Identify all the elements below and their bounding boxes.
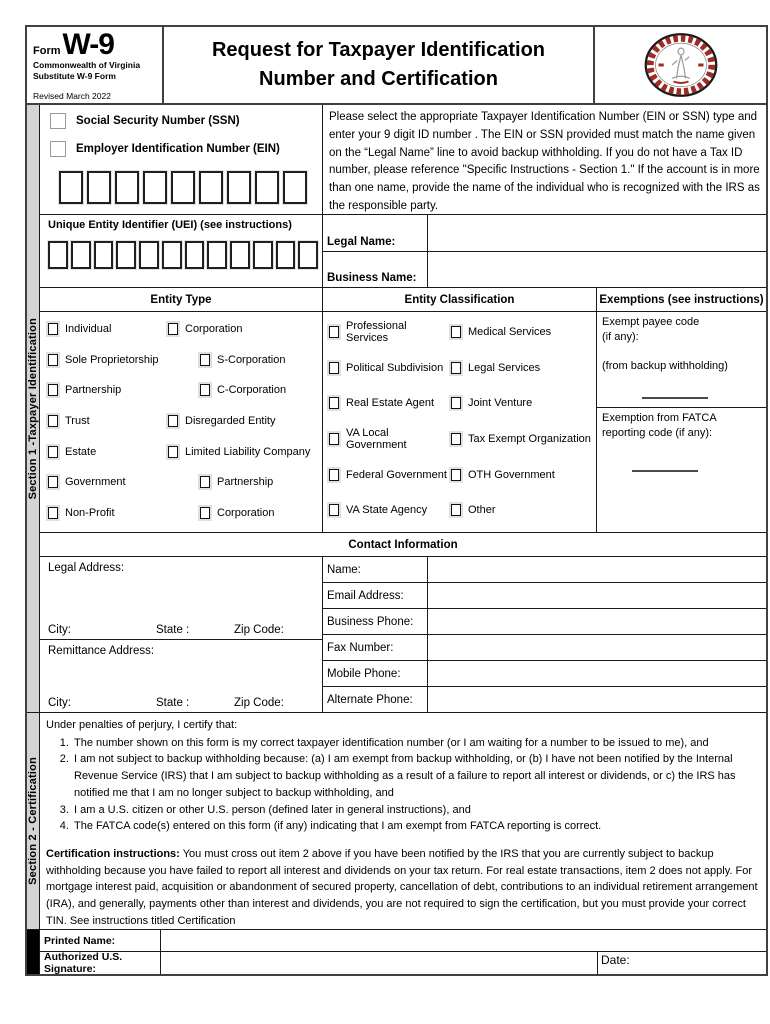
- entity-type-checkbox[interactable]: [48, 354, 58, 366]
- section1-sidebar-label: Section 1 -Taxpayer Identification: [27, 317, 39, 500]
- alternate-phone-input[interactable]: [428, 687, 766, 712]
- entity-classification-checkbox[interactable]: [451, 362, 461, 374]
- signature-label: Authorized U.S. Signature:: [40, 952, 161, 974]
- signature-input[interactable]: [161, 952, 597, 974]
- entity-classification-option-label: Federal Government: [346, 468, 447, 481]
- entity-type-option-label: Corporation: [185, 323, 243, 336]
- contact-field-row: [323, 635, 766, 661]
- form-title: [164, 27, 595, 103]
- section2-sidebar-label: Section 2 - Certification: [27, 757, 39, 885]
- entity-type-checkbox[interactable]: [200, 507, 210, 519]
- name-input[interactable]: [428, 557, 766, 582]
- tin-section: [40, 105, 766, 215]
- form-id-box: [27, 27, 164, 103]
- entity-type-column: [40, 288, 323, 532]
- entity-type-row: [40, 497, 322, 528]
- entity-classification-option-label: Other: [468, 504, 496, 517]
- contact-section: [40, 533, 766, 713]
- entity-type-row: [40, 406, 322, 437]
- certification-section: [40, 713, 766, 930]
- contact-field-row: [323, 557, 766, 583]
- legal-address-label: Legal Address:: [48, 562, 125, 574]
- tin-instructions: Please select the appropriate Taxpayer Identification Number (EIN or SSN) type and enter your 9 digit ID number . The EIN or SSN provided must match the name given on the “Legal Name” line to avoid backup withholding. If you do not have a Tax ID number, please reference "Specific Instructions - Section 1." If the account is in more than one name, provide the name of the individual who is recognized with the IRS as the responsible party.: [329, 111, 760, 213]
- contact-field-label: Business Phone:: [323, 609, 428, 634]
- entity-classification-option-label: Real Estate Agent: [346, 397, 435, 410]
- entity-type-checkbox[interactable]: [48, 323, 58, 335]
- printed-name-row: [40, 930, 766, 952]
- entity-classification-checkbox[interactable]: [329, 397, 339, 409]
- printed-name-label: Printed Name:: [40, 930, 161, 951]
- entity-classification-option-label: Joint Venture: [468, 397, 533, 410]
- section-sidebar: [27, 105, 40, 974]
- date-label: Date:: [601, 953, 630, 967]
- entity-classification-option-label: OTH Government: [468, 468, 555, 481]
- entity-type-row: [40, 345, 322, 376]
- business-name-row: [323, 252, 766, 288]
- entity-type-option-label: Partnership: [65, 384, 122, 397]
- entity-type-option-label: Trust: [65, 415, 90, 428]
- legal-name-input[interactable]: [428, 215, 766, 251]
- form-header: [25, 25, 768, 105]
- entity-classification-option-label: Professional Services: [346, 319, 407, 344]
- digit-box[interactable]: [94, 241, 114, 269]
- fatca-cell: [597, 408, 766, 532]
- signature-row: [40, 952, 766, 974]
- ein-checkbox-label: Employer Identification Number (EIN): [76, 143, 280, 155]
- printed-name-input[interactable]: [161, 930, 766, 951]
- digit-box[interactable]: [276, 241, 296, 269]
- entity-type-row: [40, 467, 322, 498]
- org-line1: Commonwealth of Virginia: [33, 60, 141, 70]
- certification-item: 2. I am not subject to backup withholding because: (a) I am exempt from backup withholding, or (b) I have not been notified by the Internal Revenue Service (IRS) that I am subject to backup withholding as a result of a failure to report all interest or dividends, or c) the IRS has notified me that I am no longer subject to backup withholding, and: [72, 751, 758, 801]
- entity-type-option-label: Partnership: [217, 476, 274, 489]
- entity-classification-row: [323, 350, 596, 386]
- digit-box[interactable]: [207, 241, 227, 269]
- state-label: State :: [156, 624, 190, 636]
- certification-item: 3. I am a U.S. citizen or other U.S. person (defined later in general instructions), and: [72, 802, 758, 819]
- entity-classification-row: [323, 385, 596, 421]
- certification-list: [46, 735, 758, 835]
- entity-classification-checkbox[interactable]: [329, 433, 339, 445]
- entity-classification-option-label: VA Local Government: [346, 426, 407, 451]
- digit-box[interactable]: [115, 171, 139, 204]
- entity-type-checkbox[interactable]: [48, 476, 58, 488]
- ssn-checkbox[interactable]: [50, 113, 66, 129]
- fatca-label: Exemption from FATCA reporting code (if any):: [602, 412, 717, 440]
- entity-classification-checkbox[interactable]: [329, 326, 339, 338]
- entity-classification-option-label: VA State Agency: [346, 504, 428, 517]
- digit-box[interactable]: [48, 241, 68, 269]
- entity-classification-option-label: Medical Services: [468, 325, 552, 338]
- remittance-address-block: [40, 640, 322, 712]
- entity-classification-option-label: Political Subdivision: [346, 361, 444, 374]
- entity-classification-row: [323, 457, 596, 493]
- digit-box[interactable]: [185, 241, 205, 269]
- uei-label: Unique Entity Identifier (UEI) (see instructions): [48, 219, 292, 231]
- legal-name-label: Legal Name:: [323, 215, 428, 251]
- form-number: W-9: [62, 28, 114, 61]
- org-line2: Substitute W-9 Form: [33, 70, 116, 81]
- form-word: Form: [33, 45, 61, 57]
- digit-box[interactable]: [253, 241, 273, 269]
- address-column: [40, 557, 323, 712]
- fatca-code-input[interactable]: [632, 470, 698, 472]
- entity-type-checkbox[interactable]: [200, 476, 210, 488]
- digit-box[interactable]: [116, 241, 136, 269]
- entity-classification-checkbox[interactable]: [451, 469, 461, 481]
- entity-classification-row: [323, 314, 596, 350]
- certification-instructions-text: You must cross out item 2 above if you have been notified by the IRS that you are currently subject to backup withholding because you have failed to report all interest and dividends on your tax return. For real estate transactions, item 2 does not apply. For mortgage interest paid, acquisition or abandonment of secured property, cancellation of debt, contributions to an individual retirement arrangement (IRA), and generally, payments other than interest and dividends, you are not required to sign the certification, but you must provide your correct TIN. See instructions titled Certification: [46, 848, 758, 927]
- certification-item: 4. The FATCA code(s) entered on this form (if any) indicating that I am exempt from FATCA reporting is correct.: [72, 818, 758, 835]
- contact-field-label: Fax Number:: [323, 635, 428, 660]
- form-title-line2: Number and Certification: [259, 68, 498, 90]
- digit-box[interactable]: [230, 241, 250, 269]
- digit-box[interactable]: [255, 171, 279, 204]
- contact-field-label: Mobile Phone:: [323, 661, 428, 686]
- exempt-payee-label-line1: Exempt payee code: [602, 316, 700, 328]
- state-label: State :: [156, 697, 190, 709]
- ein-checkbox[interactable]: [50, 141, 66, 157]
- certification-instructions-label: Certification instructions:: [46, 848, 180, 861]
- entity-type-checkbox[interactable]: [168, 415, 178, 427]
- certification-instructions: [46, 846, 758, 930]
- entity-classification-checkbox[interactable]: [329, 469, 339, 481]
- entity-type-option-label: Government: [65, 476, 126, 489]
- entity-type-checkbox[interactable]: [48, 384, 58, 396]
- remittance-address-label: Remittance Address:: [48, 645, 155, 657]
- entity-classification-checkbox[interactable]: [451, 504, 461, 516]
- contact-field-row: [323, 661, 766, 687]
- entity-type-option-label: Estate: [65, 445, 97, 458]
- digit-box[interactable]: [171, 171, 195, 204]
- entity-type-checkbox[interactable]: [200, 384, 210, 396]
- entity-type-checkbox[interactable]: [48, 446, 58, 458]
- section1-sidebar: [27, 105, 40, 713]
- entity-classification-checkbox[interactable]: [329, 362, 339, 374]
- entity-classification-option-label: Legal Services: [468, 361, 541, 374]
- section2-sidebar: [27, 713, 40, 930]
- entity-type-checkbox[interactable]: [48, 507, 58, 519]
- contact-field-row: [323, 609, 766, 635]
- revision-date: Revised March 2022: [33, 91, 111, 101]
- uei-digit-boxes: [48, 241, 318, 269]
- zip-label: Zip Code:: [234, 624, 284, 636]
- entity-type-checkbox[interactable]: [168, 323, 178, 335]
- entity-type-option-label: Disregarded Entity: [185, 415, 276, 428]
- contact-fields: [323, 557, 766, 712]
- exemptions-column: [597, 288, 766, 532]
- w9-form: [25, 25, 768, 976]
- entity-classification-checkbox[interactable]: [329, 504, 339, 516]
- entity-type-option-label: S-Corporation: [217, 353, 286, 366]
- exempt-payee-cell: [597, 312, 766, 408]
- legal-name-row: [323, 215, 766, 252]
- exempt-payee-label-line2: (if any):: [602, 330, 639, 343]
- form-title-line1: Request for Taxpayer Identification: [211, 39, 546, 61]
- virginia-state-seal-icon: [643, 32, 719, 98]
- fax-number-input[interactable]: [428, 635, 766, 660]
- contact-field-row: [323, 687, 766, 712]
- entity-classification-row: [323, 492, 596, 528]
- date-cell: [597, 952, 766, 974]
- entity-type-checkbox[interactable]: [200, 354, 210, 366]
- entity-type-option-label: Corporation: [217, 506, 275, 519]
- email-input[interactable]: [428, 583, 766, 608]
- ssn-checkbox-label: Social Security Number (SSN): [76, 115, 240, 127]
- perjury-intro: Under penalties of perjury, I certify that:: [46, 719, 238, 731]
- city-label: City:: [48, 624, 71, 636]
- entity-type-option-label: Sole Proprietorship: [65, 353, 159, 366]
- contact-field-label: Alternate Phone:: [323, 687, 428, 712]
- digit-box[interactable]: [59, 171, 83, 204]
- entity-classification-row: [323, 421, 596, 457]
- certification-item: 1. The number shown on this form is my correct taxpayer identification number (or I am waiting for a number to be issued to me), and: [72, 735, 758, 752]
- digit-box[interactable]: [283, 171, 307, 204]
- exempt-payee-note: (from backup withholding): [602, 359, 728, 372]
- entity-classification-checkbox[interactable]: [451, 397, 461, 409]
- entity-type-option-label: Limited Liability Company: [185, 445, 311, 458]
- signature-sidebar-black-bar: [27, 930, 40, 974]
- zip-label: Zip Code:: [234, 697, 284, 709]
- entity-type-option-label: C-Corporation: [217, 384, 287, 397]
- uei-box: [40, 215, 323, 287]
- entity-classification-header: Entity Classification: [323, 288, 596, 312]
- digit-box[interactable]: [143, 171, 167, 204]
- uei-names-section: [40, 215, 766, 288]
- seal-box: [595, 27, 766, 103]
- entity-classification-checkbox[interactable]: [451, 433, 461, 445]
- entity-type-option-label: Individual: [65, 323, 112, 336]
- exempt-payee-code-input[interactable]: [642, 397, 708, 399]
- entity-classification-checkbox[interactable]: [451, 326, 461, 338]
- entity-type-row: [40, 436, 322, 467]
- digit-box[interactable]: [199, 171, 223, 204]
- tin-select-box: [40, 105, 323, 214]
- contact-header: Contact Information: [40, 533, 766, 557]
- digit-box[interactable]: [139, 241, 159, 269]
- contact-field-label: Email Address:: [323, 583, 428, 608]
- city-label: City:: [48, 697, 71, 709]
- exemptions-header: Exemptions (see instructions): [597, 288, 766, 312]
- entity-type-checkbox[interactable]: [168, 446, 178, 458]
- digit-box[interactable]: [298, 241, 318, 269]
- entity-classification-option-label: Tax Exempt Organization: [468, 432, 591, 445]
- mobile-phone-input[interactable]: [428, 661, 766, 686]
- digit-box[interactable]: [227, 171, 251, 204]
- tin-digit-boxes: [50, 171, 316, 204]
- entity-type-row: [40, 375, 322, 406]
- contact-field-label: Name:: [323, 557, 428, 582]
- entity-classification-column: [323, 288, 597, 532]
- entity-type-option-label: Non-Profit: [65, 506, 115, 519]
- digit-box[interactable]: [87, 171, 111, 204]
- entity-section: [40, 288, 766, 533]
- entity-type-row: [40, 314, 322, 345]
- legal-address-block: [40, 557, 322, 640]
- form-body: [25, 105, 768, 976]
- entity-type-header: Entity Type: [40, 288, 322, 312]
- business-name-input[interactable]: [428, 252, 766, 288]
- contact-field-row: [323, 583, 766, 609]
- digit-box[interactable]: [162, 241, 182, 269]
- business-phone-input[interactable]: [428, 609, 766, 634]
- digit-box[interactable]: [71, 241, 91, 269]
- entity-type-checkbox[interactable]: [48, 415, 58, 427]
- business-name-label: Business Name:: [323, 252, 428, 288]
